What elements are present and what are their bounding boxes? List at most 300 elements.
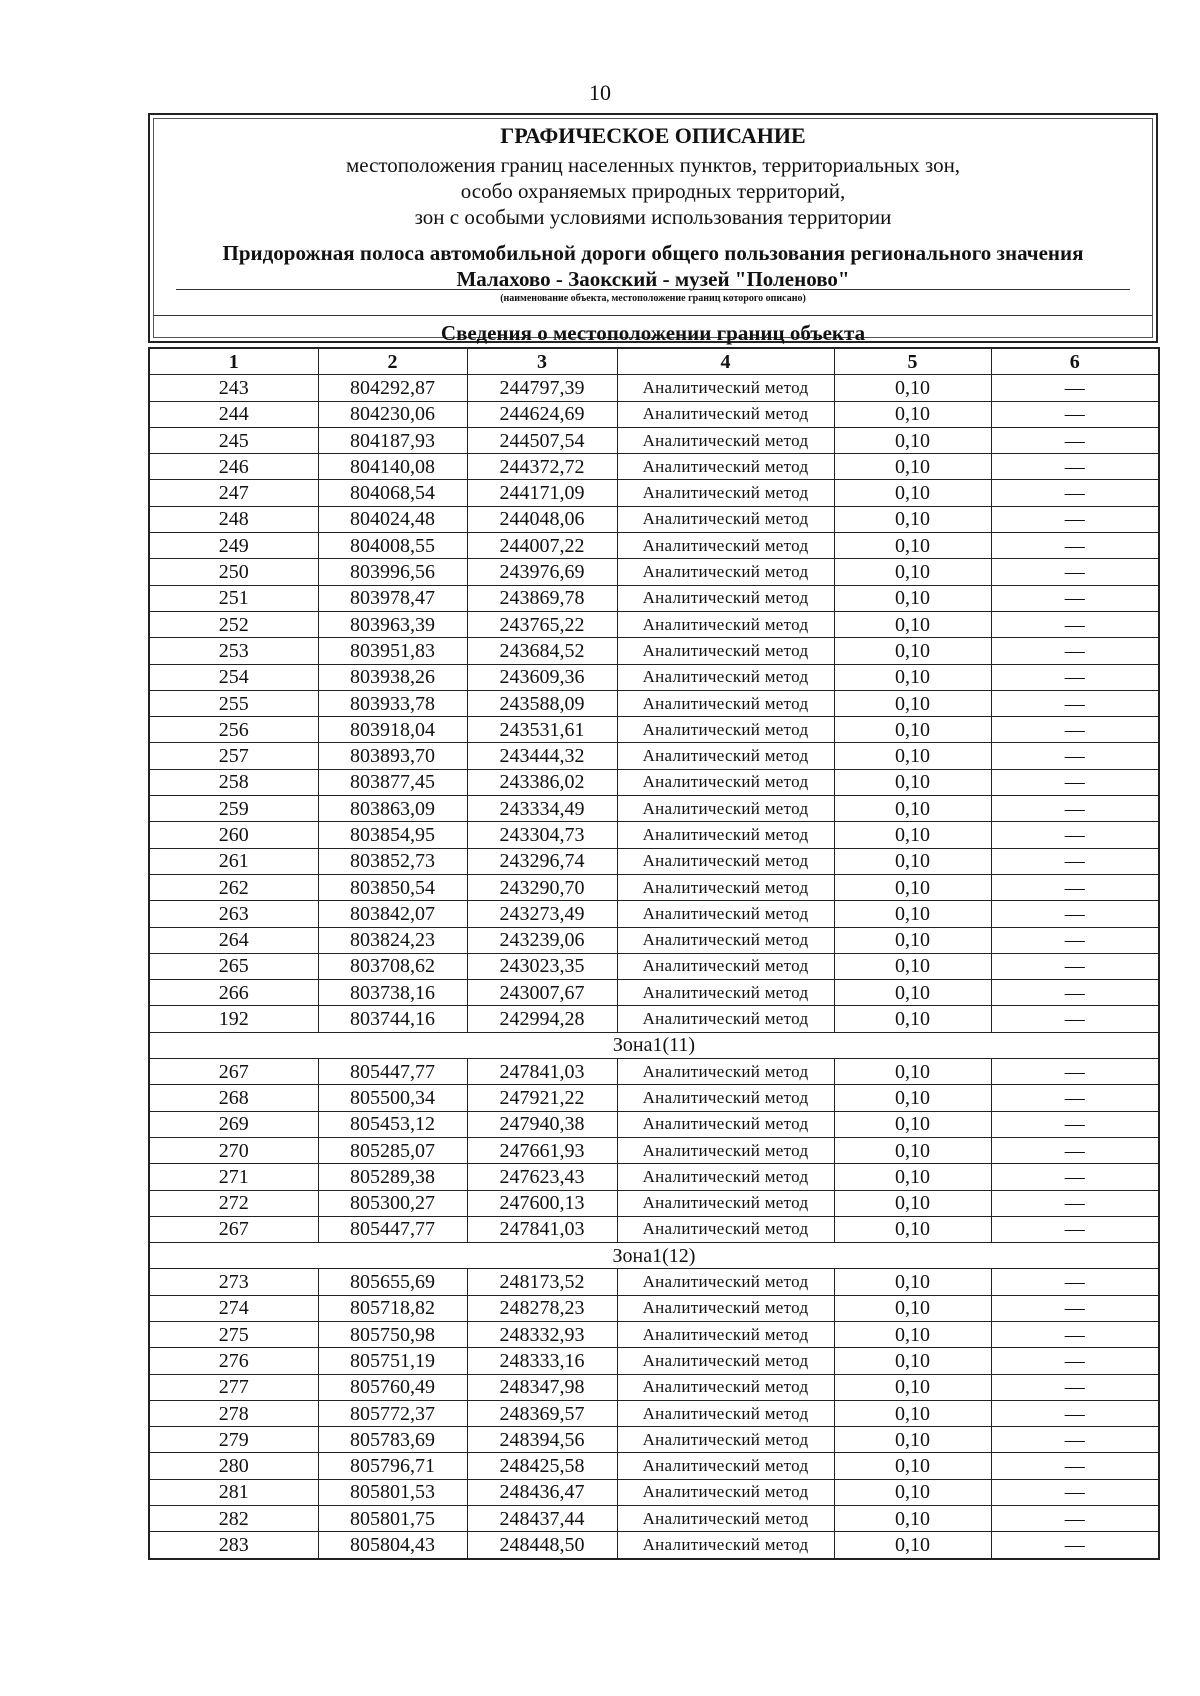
method-cell: Аналитический метод — [617, 796, 834, 822]
coord-x-cell: 803708,62 — [318, 953, 467, 979]
coord-y-cell: 243386,02 — [467, 769, 617, 795]
method-cell: Аналитический метод — [617, 533, 834, 559]
coord-x-cell: 805783,69 — [318, 1427, 467, 1453]
coord-y-cell: 244007,22 — [467, 533, 617, 559]
coord-y-cell: 247600,13 — [467, 1190, 617, 1216]
zone-label: Зона1(11) — [149, 1032, 1159, 1058]
point-number-cell: 268 — [149, 1085, 318, 1111]
table-row — [149, 1321, 1159, 1347]
point-number-cell: 280 — [149, 1453, 318, 1479]
description-cell: — — [991, 611, 1159, 637]
object-name-line-2: Малахово - Заокский - музей "Поленово" — [456, 267, 850, 291]
table-row — [149, 585, 1159, 611]
accuracy-cell: 0,10 — [834, 1111, 991, 1137]
accuracy-cell: 0,10 — [834, 874, 991, 900]
description-cell: — — [991, 1137, 1159, 1163]
table-row — [149, 743, 1159, 769]
table-row — [149, 796, 1159, 822]
coord-x-cell: 803744,16 — [318, 1006, 467, 1032]
description-cell: — — [991, 1111, 1159, 1137]
coord-y-cell: 243304,73 — [467, 822, 617, 848]
description-cell: — — [991, 375, 1159, 401]
header-inner-frame — [153, 118, 1153, 345]
description-cell: — — [991, 1400, 1159, 1426]
coord-x-cell: 805447,77 — [318, 1059, 467, 1085]
zone-row — [149, 1243, 1159, 1269]
coord-y-cell: 244624,69 — [467, 401, 617, 427]
section-title: Сведения о местоположении границ объекта — [440, 321, 866, 345]
description-cell: — — [991, 1321, 1159, 1347]
coord-x-cell: 804292,87 — [318, 375, 467, 401]
method-cell: Аналитический метод — [617, 822, 834, 848]
point-number-cell: 244 — [149, 401, 318, 427]
method-cell: Аналитический метод — [617, 1164, 834, 1190]
method-cell: Аналитический метод — [617, 1295, 834, 1321]
point-number-cell: 274 — [149, 1295, 318, 1321]
table-row — [149, 375, 1159, 401]
accuracy-cell: 0,10 — [834, 1321, 991, 1347]
method-cell: Аналитический метод — [617, 638, 834, 664]
accuracy-cell: 0,10 — [834, 1506, 991, 1532]
accuracy-cell: 0,10 — [834, 506, 991, 532]
accuracy-cell: 0,10 — [834, 980, 991, 1006]
table-row — [149, 717, 1159, 743]
coord-x-cell: 805751,19 — [318, 1348, 467, 1374]
column-header: 5 — [834, 348, 991, 375]
method-cell: Аналитический метод — [617, 1479, 834, 1505]
accuracy-cell: 0,10 — [834, 901, 991, 927]
table-row — [149, 1400, 1159, 1426]
coord-y-cell: 248347,98 — [467, 1374, 617, 1400]
coord-y-cell: 248437,44 — [467, 1506, 617, 1532]
table-body — [149, 375, 1159, 1559]
coord-x-cell: 804068,54 — [318, 480, 467, 506]
coord-x-cell: 804230,06 — [318, 401, 467, 427]
description-cell: — — [991, 1295, 1159, 1321]
coord-x-cell: 805750,98 — [318, 1321, 467, 1347]
coord-y-cell: 243007,67 — [467, 980, 617, 1006]
method-cell: Аналитический метод — [617, 848, 834, 874]
table-row — [149, 1111, 1159, 1137]
point-number-cell: 273 — [149, 1269, 318, 1295]
method-cell: Аналитический метод — [617, 927, 834, 953]
point-number-cell: 247 — [149, 480, 318, 506]
table-row — [149, 822, 1159, 848]
coord-x-cell: 804008,55 — [318, 533, 467, 559]
coord-x-cell: 803863,09 — [318, 796, 467, 822]
description-cell: — — [991, 1427, 1159, 1453]
accuracy-cell: 0,10 — [834, 664, 991, 690]
point-number-cell: 253 — [149, 638, 318, 664]
document-header — [148, 113, 1158, 343]
point-number-cell: 276 — [149, 1348, 318, 1374]
coord-x-cell: 803824,23 — [318, 927, 467, 953]
table-row — [149, 1479, 1159, 1505]
description-cell: — — [991, 1374, 1159, 1400]
point-number-cell: 246 — [149, 454, 318, 480]
coord-y-cell: 248448,50 — [467, 1532, 617, 1559]
method-cell: Аналитический метод — [617, 980, 834, 1006]
description-cell: — — [991, 743, 1159, 769]
section-divider — [154, 315, 1152, 316]
coord-x-cell: 803854,95 — [318, 822, 467, 848]
table-row — [149, 1269, 1159, 1295]
description-cell: — — [991, 480, 1159, 506]
method-cell: Аналитический метод — [617, 664, 834, 690]
method-cell: Аналитический метод — [617, 743, 834, 769]
coord-y-cell: 243334,49 — [467, 796, 617, 822]
description-cell: — — [991, 796, 1159, 822]
accuracy-cell: 0,10 — [834, 1427, 991, 1453]
method-cell: Аналитический метод — [617, 1269, 834, 1295]
point-number-cell: 282 — [149, 1506, 318, 1532]
table-row — [149, 1164, 1159, 1190]
coord-x-cell: 804187,93 — [318, 427, 467, 453]
coord-x-cell: 803963,39 — [318, 611, 467, 637]
method-cell: Аналитический метод — [617, 1059, 834, 1085]
table-row — [149, 454, 1159, 480]
method-cell: Аналитический метод — [617, 1190, 834, 1216]
coord-y-cell: 248369,57 — [467, 1400, 617, 1426]
coord-y-cell: 248332,93 — [467, 1321, 617, 1347]
accuracy-cell: 0,10 — [834, 1269, 991, 1295]
method-cell: Аналитический метод — [617, 690, 834, 716]
description-cell: — — [991, 454, 1159, 480]
point-number-cell: 243 — [149, 375, 318, 401]
coord-y-cell: 244372,72 — [467, 454, 617, 480]
coord-x-cell: 803738,16 — [318, 980, 467, 1006]
description-cell: — — [991, 401, 1159, 427]
description-cell: — — [991, 690, 1159, 716]
accuracy-cell: 0,10 — [834, 848, 991, 874]
point-number-cell: 250 — [149, 559, 318, 585]
accuracy-cell: 0,10 — [834, 375, 991, 401]
coord-y-cell: 243290,70 — [467, 874, 617, 900]
column-header: 2 — [318, 348, 467, 375]
accuracy-cell: 0,10 — [834, 822, 991, 848]
method-cell: Аналитический метод — [617, 401, 834, 427]
point-number-cell: 267 — [149, 1059, 318, 1085]
method-cell: Аналитический метод — [617, 901, 834, 927]
description-cell: — — [991, 1348, 1159, 1374]
method-cell: Аналитический метод — [617, 1137, 834, 1163]
coord-x-cell: 803852,73 — [318, 848, 467, 874]
description-cell: — — [991, 980, 1159, 1006]
accuracy-cell: 0,10 — [834, 1059, 991, 1085]
coord-y-cell: 247940,38 — [467, 1111, 617, 1137]
method-cell: Аналитический метод — [617, 1111, 834, 1137]
table-row — [149, 1506, 1159, 1532]
accuracy-cell: 0,10 — [834, 1400, 991, 1426]
coord-x-cell: 805453,12 — [318, 1111, 467, 1137]
point-number-cell: 272 — [149, 1190, 318, 1216]
column-header: 4 — [617, 348, 834, 375]
method-cell: Аналитический метод — [617, 454, 834, 480]
method-cell: Аналитический метод — [617, 1006, 834, 1032]
accuracy-cell: 0,10 — [834, 953, 991, 979]
method-cell: Аналитический метод — [617, 480, 834, 506]
accuracy-cell: 0,10 — [834, 1137, 991, 1163]
accuracy-cell: 0,10 — [834, 533, 991, 559]
point-number-cell: 252 — [149, 611, 318, 637]
accuracy-cell: 0,10 — [834, 1190, 991, 1216]
description-cell: — — [991, 1085, 1159, 1111]
description-cell: — — [991, 1453, 1159, 1479]
coord-y-cell: 248278,23 — [467, 1295, 617, 1321]
table-row — [149, 1216, 1159, 1242]
table-row — [149, 611, 1159, 637]
point-number-cell: 251 — [149, 585, 318, 611]
accuracy-cell: 0,10 — [834, 769, 991, 795]
point-number-cell: 265 — [149, 953, 318, 979]
coord-x-cell: 803842,07 — [318, 901, 467, 927]
coord-y-cell: 243588,09 — [467, 690, 617, 716]
coord-x-cell: 805804,43 — [318, 1532, 467, 1559]
subtitle-line-2: особо охраняемых природных территорий, — [460, 179, 846, 203]
accuracy-cell: 0,10 — [834, 427, 991, 453]
description-cell: — — [991, 769, 1159, 795]
coord-x-cell: 803850,54 — [318, 874, 467, 900]
table-row — [149, 980, 1159, 1006]
object-caption: (наименование объекта, местоположение границ которого описано) — [500, 293, 806, 304]
coord-y-cell: 248394,56 — [467, 1427, 617, 1453]
coord-x-cell: 805772,37 — [318, 1400, 467, 1426]
table-row — [149, 1532, 1159, 1559]
point-number-cell: 261 — [149, 848, 318, 874]
point-number-cell: 256 — [149, 717, 318, 743]
coord-x-cell: 805796,71 — [318, 1453, 467, 1479]
description-cell: — — [991, 1216, 1159, 1242]
point-number-cell: 260 — [149, 822, 318, 848]
method-cell: Аналитический метод — [617, 1085, 834, 1111]
coord-x-cell: 805447,77 — [318, 1216, 467, 1242]
description-cell: — — [991, 901, 1159, 927]
description-cell: — — [991, 664, 1159, 690]
method-cell: Аналитический метод — [617, 769, 834, 795]
point-number-cell: 281 — [149, 1479, 318, 1505]
table-row — [149, 533, 1159, 559]
point-number-cell: 267 — [149, 1216, 318, 1242]
description-cell: — — [991, 1059, 1159, 1085]
coord-y-cell: 248333,16 — [467, 1348, 617, 1374]
accuracy-cell: 0,10 — [834, 1374, 991, 1400]
table-row — [149, 506, 1159, 532]
table-row — [149, 1085, 1159, 1111]
accuracy-cell: 0,10 — [834, 796, 991, 822]
point-number-cell: 259 — [149, 796, 318, 822]
method-cell: Аналитический метод — [617, 1400, 834, 1426]
column-header: 1 — [149, 348, 318, 375]
coord-y-cell: 247661,93 — [467, 1137, 617, 1163]
coord-x-cell: 803978,47 — [318, 585, 467, 611]
point-number-cell: 255 — [149, 690, 318, 716]
description-cell: — — [991, 638, 1159, 664]
method-cell: Аналитический метод — [617, 717, 834, 743]
description-cell: — — [991, 1506, 1159, 1532]
coord-x-cell: 805300,27 — [318, 1190, 467, 1216]
method-cell: Аналитический метод — [617, 953, 834, 979]
coord-y-cell: 243765,22 — [467, 611, 617, 637]
table-row — [149, 638, 1159, 664]
page-number: 10 — [589, 80, 611, 105]
table-row — [149, 1295, 1159, 1321]
method-cell: Аналитический метод — [617, 427, 834, 453]
table-row — [149, 664, 1159, 690]
accuracy-cell: 0,10 — [834, 1453, 991, 1479]
zone-row — [149, 1032, 1159, 1058]
method-cell: Аналитический метод — [617, 1453, 834, 1479]
zone-label: Зона1(12) — [149, 1243, 1159, 1269]
object-underline — [176, 289, 1130, 290]
accuracy-cell: 0,10 — [834, 1164, 991, 1190]
method-cell: Аналитический метод — [617, 1374, 834, 1400]
coordinates-table — [148, 347, 1160, 1560]
table-row — [149, 559, 1159, 585]
point-number-cell: 275 — [149, 1321, 318, 1347]
table-row — [149, 1453, 1159, 1479]
accuracy-cell: 0,10 — [834, 690, 991, 716]
description-cell: — — [991, 1190, 1159, 1216]
table-row — [149, 427, 1159, 453]
method-cell: Аналитический метод — [617, 1348, 834, 1374]
coord-y-cell: 248425,58 — [467, 1453, 617, 1479]
coord-y-cell: 243273,49 — [467, 901, 617, 927]
coord-y-cell: 243684,52 — [467, 638, 617, 664]
description-cell: — — [991, 533, 1159, 559]
coord-x-cell: 805801,53 — [318, 1479, 467, 1505]
coord-x-cell: 805655,69 — [318, 1269, 467, 1295]
coord-x-cell: 803918,04 — [318, 717, 467, 743]
subtitle-line-1: местоположения границ населенных пунктов, территориальных зон, — [345, 153, 961, 177]
coord-x-cell: 805289,38 — [318, 1164, 467, 1190]
table-row — [149, 848, 1159, 874]
table-row — [149, 1137, 1159, 1163]
subtitle-line-3: зон с особыми условиями использования территории — [414, 205, 892, 229]
description-cell: — — [991, 427, 1159, 453]
table-row — [149, 901, 1159, 927]
point-number-cell: 277 — [149, 1374, 318, 1400]
table-row — [149, 690, 1159, 716]
coord-y-cell: 247921,22 — [467, 1085, 617, 1111]
accuracy-cell: 0,10 — [834, 559, 991, 585]
point-number-cell: 271 — [149, 1164, 318, 1190]
method-cell: Аналитический метод — [617, 611, 834, 637]
coord-y-cell: 244048,06 — [467, 506, 617, 532]
point-number-cell: 262 — [149, 874, 318, 900]
table-row — [149, 480, 1159, 506]
description-cell: — — [991, 1532, 1159, 1559]
description-cell: — — [991, 874, 1159, 900]
point-number-cell: 279 — [149, 1427, 318, 1453]
point-number-cell: 269 — [149, 1111, 318, 1137]
column-header: 6 — [991, 348, 1159, 375]
accuracy-cell: 0,10 — [834, 1479, 991, 1505]
accuracy-cell: 0,10 — [834, 480, 991, 506]
coord-x-cell: 803893,70 — [318, 743, 467, 769]
method-cell: Аналитический метод — [617, 1216, 834, 1242]
coord-x-cell: 805285,07 — [318, 1137, 467, 1163]
coord-y-cell: 248173,52 — [467, 1269, 617, 1295]
object-name — [154, 240, 1152, 292]
coord-y-cell: 242994,28 — [467, 1006, 617, 1032]
point-number-cell: 249 — [149, 533, 318, 559]
method-cell: Аналитический метод — [617, 585, 834, 611]
accuracy-cell: 0,10 — [834, 1216, 991, 1242]
table-row — [149, 1374, 1159, 1400]
point-number-cell: 283 — [149, 1532, 318, 1559]
table-row — [149, 874, 1159, 900]
description-cell: — — [991, 1479, 1159, 1505]
accuracy-cell: 0,10 — [834, 717, 991, 743]
coord-y-cell: 243023,35 — [467, 953, 617, 979]
table-row — [149, 953, 1159, 979]
method-cell: Аналитический метод — [617, 506, 834, 532]
accuracy-cell: 0,10 — [834, 401, 991, 427]
coord-y-cell: 244797,39 — [467, 375, 617, 401]
coord-x-cell: 805760,49 — [318, 1374, 467, 1400]
description-cell: — — [991, 1269, 1159, 1295]
accuracy-cell: 0,10 — [834, 585, 991, 611]
accuracy-cell: 0,10 — [834, 1085, 991, 1111]
point-number-cell: 254 — [149, 664, 318, 690]
description-cell: — — [991, 848, 1159, 874]
coord-y-cell: 243296,74 — [467, 848, 617, 874]
coord-x-cell: 803951,83 — [318, 638, 467, 664]
coord-y-cell: 248436,47 — [467, 1479, 617, 1505]
table-row — [149, 769, 1159, 795]
document-title: ГРАФИЧЕСКОЕ ОПИСАНИЕ — [500, 123, 806, 148]
coord-y-cell: 243869,78 — [467, 585, 617, 611]
accuracy-cell: 0,10 — [834, 638, 991, 664]
coord-y-cell: 247841,03 — [467, 1216, 617, 1242]
coord-x-cell: 803996,56 — [318, 559, 467, 585]
coord-y-cell: 244507,54 — [467, 427, 617, 453]
accuracy-cell: 0,10 — [834, 1295, 991, 1321]
point-number-cell: 266 — [149, 980, 318, 1006]
coord-y-cell: 243609,36 — [467, 664, 617, 690]
coord-y-cell: 243976,69 — [467, 559, 617, 585]
accuracy-cell: 0,10 — [834, 1348, 991, 1374]
accuracy-cell: 0,10 — [834, 454, 991, 480]
coord-x-cell: 805718,82 — [318, 1295, 467, 1321]
accuracy-cell: 0,10 — [834, 927, 991, 953]
coord-y-cell: 243239,06 — [467, 927, 617, 953]
accuracy-cell: 0,10 — [834, 1532, 991, 1559]
point-number-cell: 248 — [149, 506, 318, 532]
description-cell: — — [991, 506, 1159, 532]
coord-x-cell: 804024,48 — [318, 506, 467, 532]
table-row — [149, 1427, 1159, 1453]
coord-y-cell: 244171,09 — [467, 480, 617, 506]
description-cell: — — [991, 559, 1159, 585]
method-cell: Аналитический метод — [617, 1506, 834, 1532]
coord-y-cell: 247841,03 — [467, 1059, 617, 1085]
coord-x-cell: 805801,75 — [318, 1506, 467, 1532]
method-cell: Аналитический метод — [617, 1427, 834, 1453]
table-row — [149, 1006, 1159, 1032]
accuracy-cell: 0,10 — [834, 1006, 991, 1032]
method-cell: Аналитический метод — [617, 559, 834, 585]
coord-x-cell: 804140,08 — [318, 454, 467, 480]
coord-x-cell: 803938,26 — [318, 664, 467, 690]
description-cell: — — [991, 1164, 1159, 1190]
point-number-cell: 263 — [149, 901, 318, 927]
coord-y-cell: 247623,43 — [467, 1164, 617, 1190]
table-row — [149, 927, 1159, 953]
coord-x-cell: 803877,45 — [318, 769, 467, 795]
point-number-cell: 264 — [149, 927, 318, 953]
description-cell: — — [991, 927, 1159, 953]
